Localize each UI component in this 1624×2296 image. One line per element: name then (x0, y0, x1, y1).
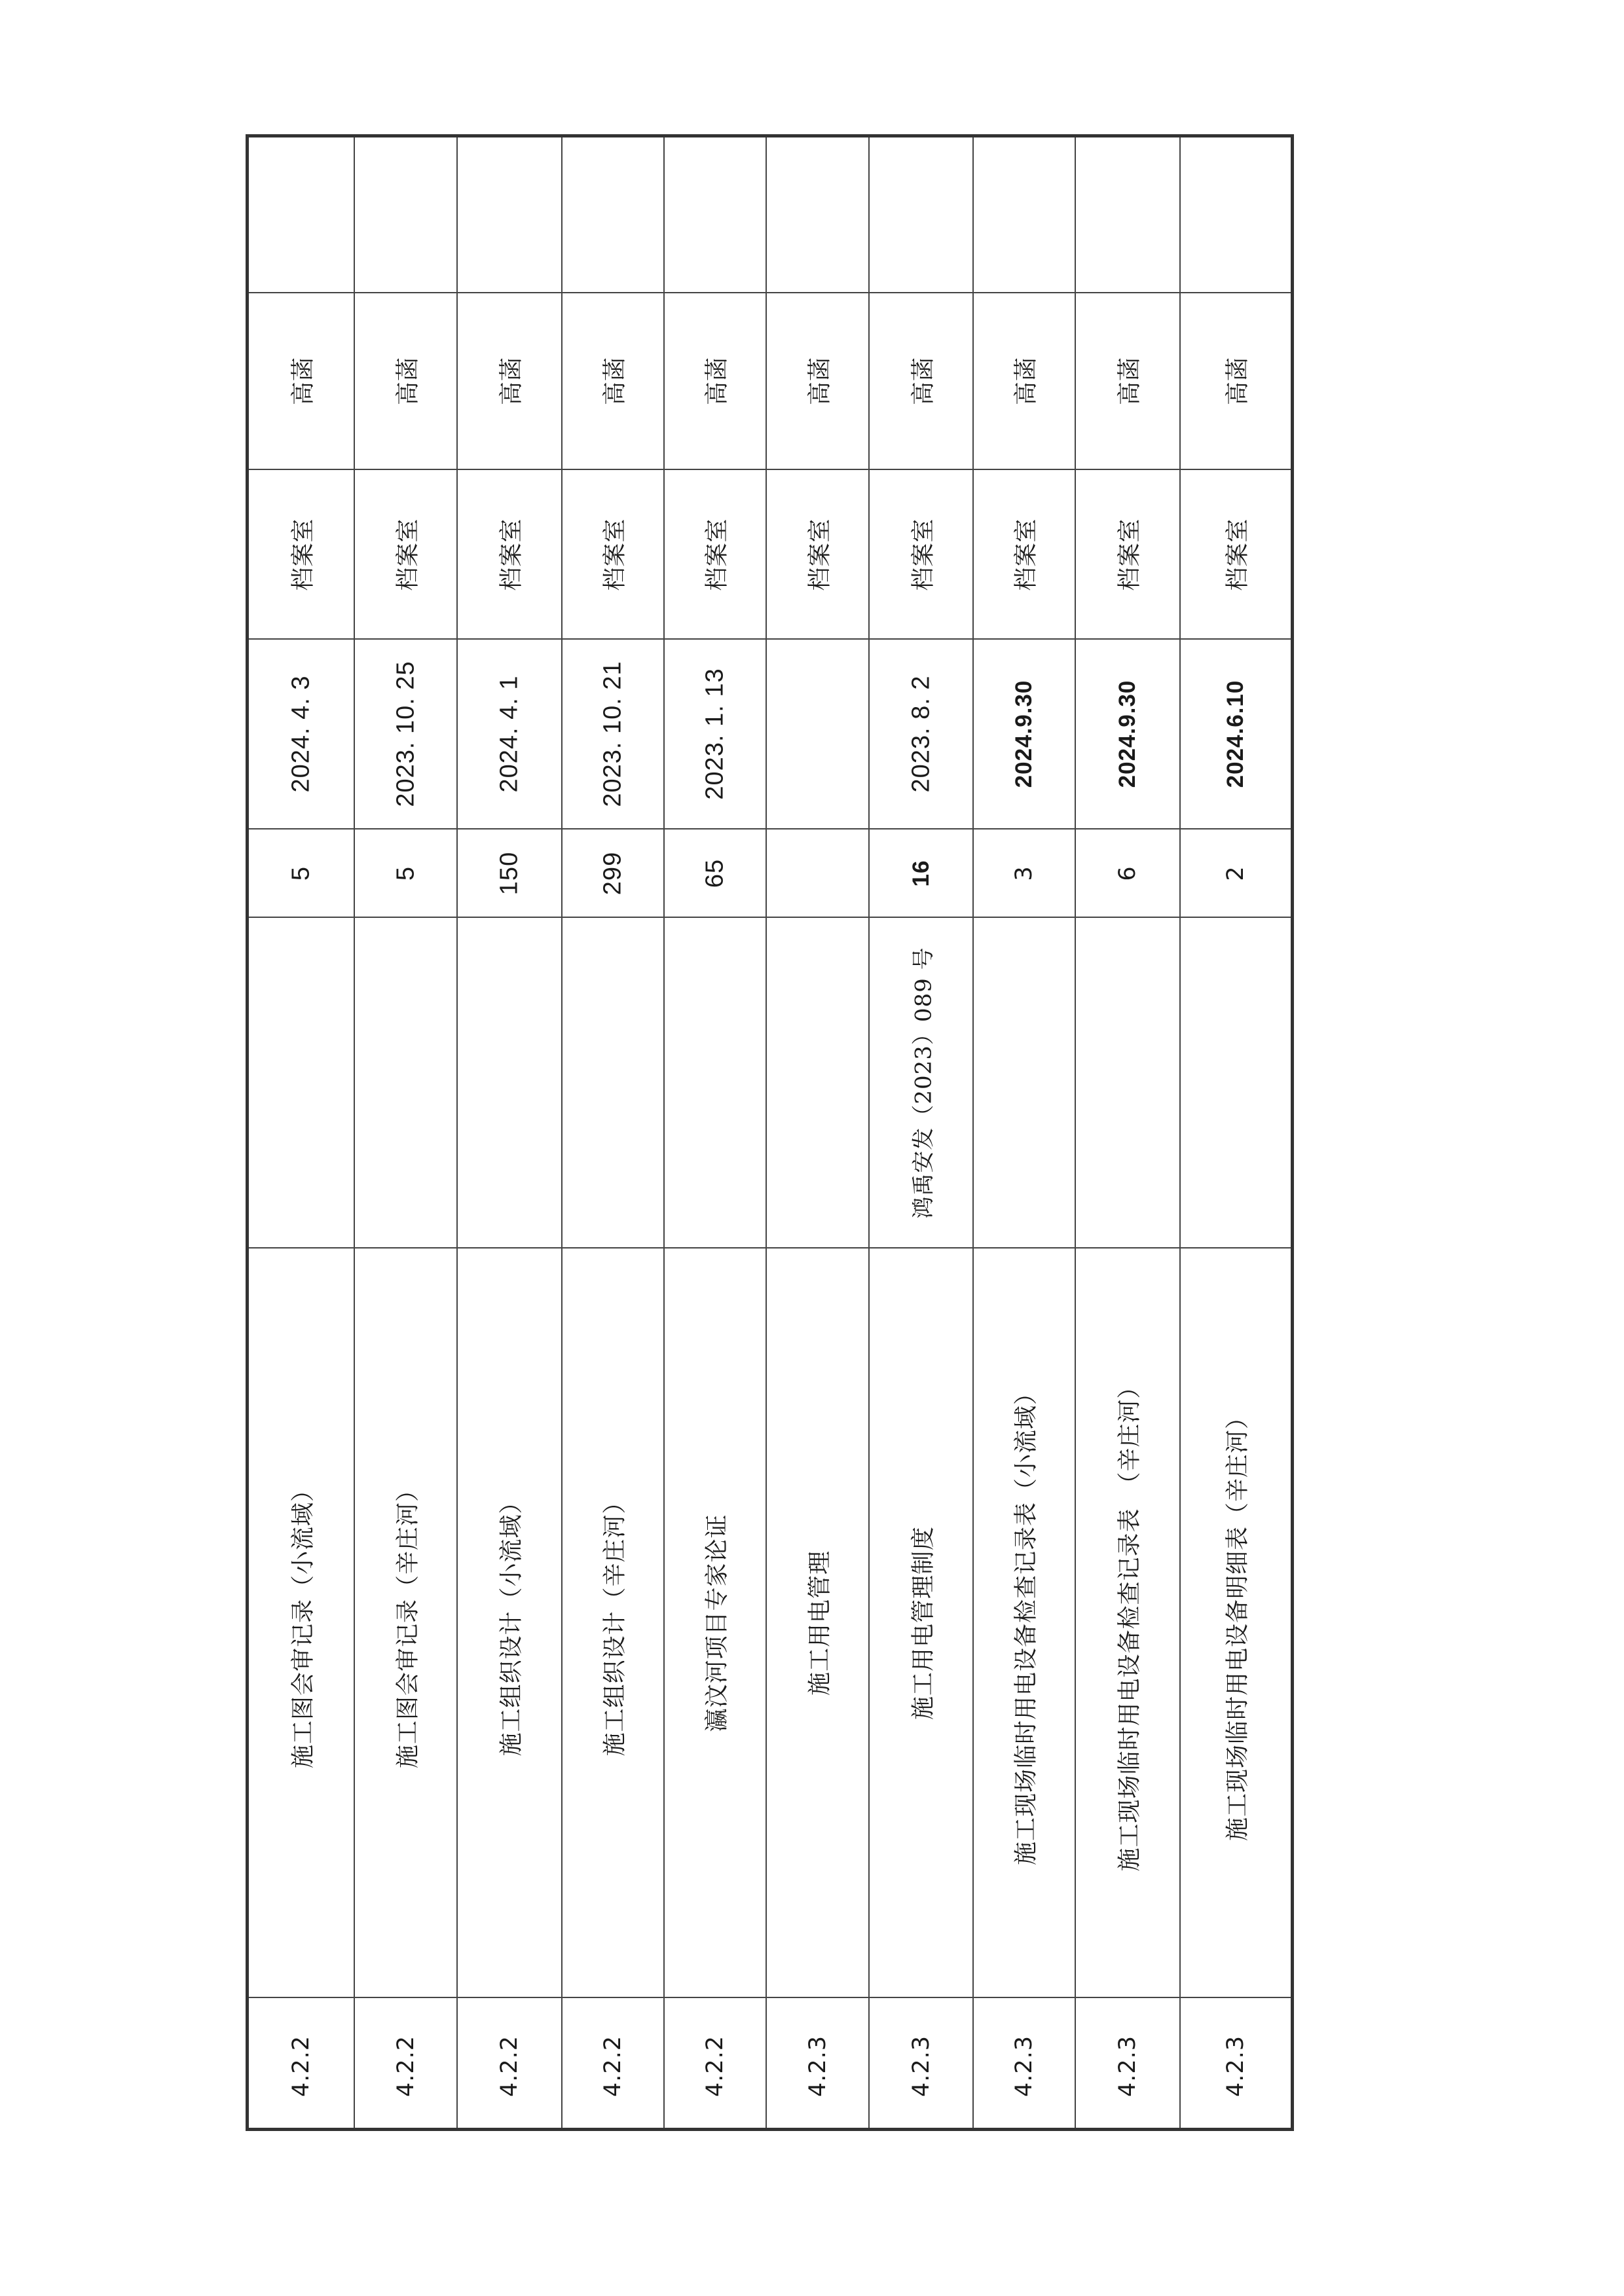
remarks-cell (458, 137, 561, 292)
pages-cell (1181, 828, 1291, 917)
code: 4.2.2 (600, 2035, 626, 2098)
title-cell (767, 1247, 868, 1997)
pages-cell (974, 828, 1075, 917)
remarks-cell (355, 137, 456, 292)
doc-no-cell (1181, 917, 1291, 1247)
code-cell (870, 1997, 972, 2134)
title: 施工现场临时用电设备检查记录表（小流域） (1012, 1380, 1040, 1865)
archive-index-table (246, 134, 1294, 2131)
doc-no-cell (563, 917, 663, 1247)
pages: 150 (495, 851, 523, 895)
title-cell (249, 1247, 354, 1997)
title: 瀛汶河项目专家论证 (703, 1513, 731, 1732)
code-cell (458, 1997, 561, 2134)
doc-no-cell (1076, 917, 1179, 1247)
date: 2024. 4. 3 (287, 675, 315, 793)
title: 施工用电管理 (806, 1550, 833, 1696)
location-cell (1076, 469, 1179, 638)
title: 施工图会审记录（小流域） (289, 1477, 317, 1768)
location: 档案室 (1116, 517, 1143, 591)
keeper-cell (974, 292, 1075, 469)
pages: 65 (701, 858, 729, 888)
code: 4.2.2 (392, 2035, 419, 2098)
keeper: 高菡 (703, 356, 731, 406)
location: 档案室 (806, 517, 833, 591)
title-cell (665, 1247, 766, 1997)
title: 施工组织设计（辛庄河） (601, 1489, 629, 1757)
title-cell (870, 1247, 972, 1997)
keeper: 高菡 (1012, 356, 1040, 406)
title: 施工现场临时用电设备明细表（辛庄河） (1224, 1404, 1251, 1841)
date: 2023. 10. 25 (392, 661, 419, 807)
date-cell (974, 638, 1075, 828)
table-row (665, 137, 767, 2128)
date: 2023. 1. 13 (701, 668, 729, 800)
pages: 299 (599, 851, 627, 895)
table-row (249, 137, 355, 2128)
pages-cell (249, 828, 354, 917)
date-cell (1076, 638, 1179, 828)
title-cell (355, 1247, 456, 1997)
code-cell (563, 1997, 663, 2134)
keeper-cell (665, 292, 766, 469)
location: 档案室 (394, 517, 421, 591)
code: 4.2.3 (908, 2035, 934, 2098)
date: 2024.6.10 (1223, 680, 1248, 788)
remarks-cell (1076, 137, 1179, 292)
keeper: 高菡 (1116, 356, 1143, 406)
code: 4.2.2 (288, 2035, 314, 2098)
remarks-cell (563, 137, 663, 292)
doc-no: 鸿禹安发（2023）089 号 (910, 946, 936, 1219)
date-cell (1181, 638, 1291, 828)
code: 4.2.3 (1223, 2035, 1249, 2098)
table-row (1076, 137, 1181, 2128)
doc-no-cell (870, 917, 972, 1247)
title-cell (1076, 1247, 1179, 1997)
pages-cell (1076, 828, 1179, 917)
code: 4.2.3 (1115, 2035, 1141, 2098)
location: 档案室 (703, 517, 731, 591)
keeper-cell (870, 292, 972, 469)
keeper-cell (767, 292, 868, 469)
code-cell (974, 1997, 1075, 2134)
date-cell (458, 638, 561, 828)
pages-cell (563, 828, 663, 917)
location-cell (870, 469, 972, 638)
keeper: 高菡 (910, 356, 936, 406)
code-cell (355, 1997, 456, 2134)
date-cell (870, 638, 972, 828)
remarks-cell (665, 137, 766, 292)
title: 施工组织设计（小流域） (498, 1489, 525, 1757)
code: 4.2.3 (804, 2035, 831, 2098)
date: 2023. 10. 21 (599, 661, 627, 807)
remarks-cell (870, 137, 972, 292)
keeper-cell (563, 292, 663, 469)
keeper-cell (1181, 292, 1291, 469)
pages: 3 (1011, 865, 1037, 881)
pages-cell (665, 828, 766, 917)
remarks-cell (767, 137, 868, 292)
title: 施工用电管理制度 (910, 1525, 936, 1720)
location: 档案室 (289, 517, 317, 591)
title-cell (1181, 1247, 1291, 1997)
date: 2024.9.30 (1115, 680, 1140, 788)
date-cell (355, 638, 456, 828)
table-row (1181, 137, 1291, 2128)
code-cell (767, 1997, 868, 2134)
location-cell (665, 469, 766, 638)
pages: 5 (392, 866, 419, 881)
location: 档案室 (910, 517, 936, 591)
code-cell (1076, 1997, 1179, 2134)
table-row (767, 137, 870, 2128)
location: 档案室 (1224, 517, 1251, 591)
location-cell (458, 469, 561, 638)
title-cell (563, 1247, 663, 1997)
remarks-cell (1181, 137, 1291, 292)
doc-no-cell (767, 917, 868, 1247)
keeper-cell (355, 292, 456, 469)
location: 档案室 (1012, 517, 1040, 591)
date-cell (767, 638, 868, 828)
location: 档案室 (498, 517, 525, 591)
keeper: 高菡 (498, 356, 525, 406)
date-cell (563, 638, 663, 828)
pages: 6 (1115, 865, 1141, 881)
location-cell (249, 469, 354, 638)
table-row (563, 137, 665, 2128)
code: 4.2.2 (702, 2035, 728, 2098)
location-cell (355, 469, 456, 638)
date-cell (249, 638, 354, 828)
keeper-cell (1076, 292, 1179, 469)
remarks-cell (249, 137, 354, 292)
title: 施工图会审记录（辛庄河） (394, 1477, 421, 1768)
date: 2023. 8. 2 (907, 675, 934, 793)
location: 档案室 (601, 517, 629, 591)
keeper-cell (458, 292, 561, 469)
keeper: 高菡 (289, 356, 317, 406)
code-cell (665, 1997, 766, 2134)
pages-cell (767, 828, 868, 917)
date: 2024. 4. 1 (495, 675, 523, 793)
table-row (458, 137, 563, 2128)
doc-no-cell (458, 917, 561, 1247)
doc-no-cell (665, 917, 766, 1247)
table-row (870, 137, 974, 2128)
date-cell (665, 638, 766, 828)
remarks-cell (974, 137, 1075, 292)
pages-cell (870, 828, 972, 917)
doc-no-cell (355, 917, 456, 1247)
doc-no-cell (974, 917, 1075, 1247)
table-row (974, 137, 1076, 2128)
location-cell (974, 469, 1075, 638)
title-cell (458, 1247, 561, 1997)
pages: 16 (908, 860, 934, 886)
location-cell (563, 469, 663, 638)
title: 施工现场临时用电设备检查记录表 （辛庄河） (1116, 1374, 1143, 1872)
location-cell (1181, 469, 1291, 638)
keeper: 高菡 (601, 356, 629, 406)
date: 2024.9.30 (1011, 680, 1037, 788)
doc-no-cell (249, 917, 354, 1247)
code: 4.2.2 (496, 2035, 523, 2098)
code-cell (249, 1997, 354, 2134)
keeper-cell (249, 292, 354, 469)
location-cell (767, 469, 868, 638)
code: 4.2.3 (1011, 2035, 1037, 2098)
code-cell (1181, 1997, 1291, 2134)
pages: 2 (1223, 865, 1249, 881)
pages-cell (458, 828, 561, 917)
pages-cell (355, 828, 456, 917)
keeper: 高菡 (1224, 356, 1251, 406)
title-cell (974, 1247, 1075, 1997)
pages: 5 (287, 866, 315, 881)
keeper: 高菡 (806, 356, 833, 406)
keeper: 高菡 (394, 356, 421, 406)
table-row (355, 137, 458, 2128)
